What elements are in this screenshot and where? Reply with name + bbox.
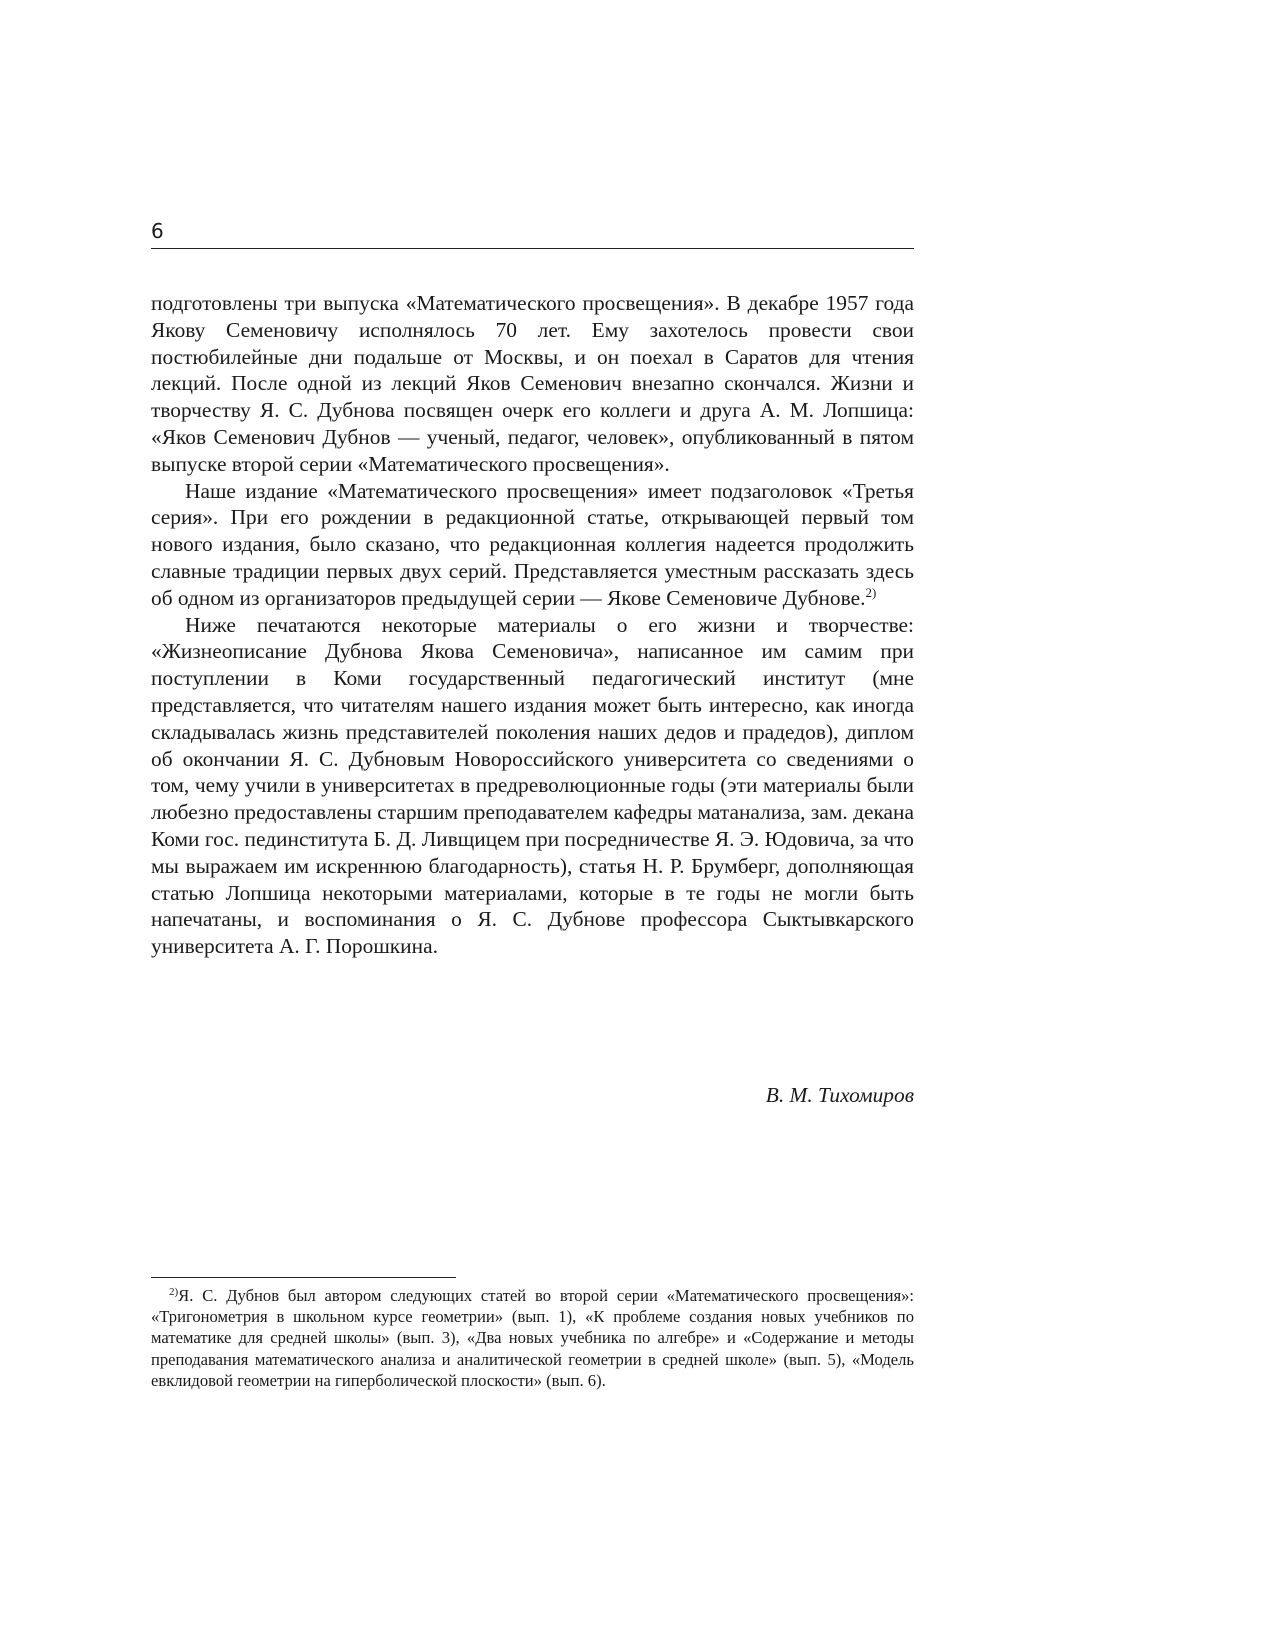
paragraph-2-text: Наше издание «Математического просвещения» имеет подзаголовок «Третья серия». При его рождении в редакционной статье, открывающей первый том нового издания, было сказано, что редакционная коллегия надеется продолжить славные традиции первых двух серий. Представляется уместным рассказать здесь об одном из организаторов предыдущей серии — Якове Семеновиче Дубнове.: [151, 478, 914, 610]
page-number: 6: [151, 219, 164, 243]
paragraph-1: подготовлены три выпуска «Математического просвещения». В декабре 1957 года Якову Семеновичу исполнялось 70 лет. Ему захотелось провести свои постюбилейные дни подальше от Москвы, и он поехал в Саратов для чтения лекций. После одной из лекций Яков Семенович внезапно скончался. Жизни и творчеству Я. С. Дубнова посвящен очерк его коллеги и друга А. М. Лопшица: «Яков Семенович Дубнов — ученый, педагог, человек», опубликованный в пятом выпуске второй серии «Математического просвещения».: [151, 291, 914, 476]
footnote-text: Я. С. Дубнов был автором следующих статей во второй серии «Математического просвещения»: «Тригонометрия в школьном курсе геометрии» (вып. 1), «К проблеме создания новых учебников по математике для средней школы» (вып. 3), «Два новых учебника по алгебре» и «Содержание и методы преподавания математического анализа и аналитической геометрии в средней школе» (вып. 5), «Модель евклидовой геометрии на гиперболической плоскости» (вып. 6).: [151, 1286, 914, 1390]
running-header: [151, 218, 914, 249]
footnote-reference: 2): [865, 584, 877, 600]
footnote-marker: 2): [169, 1286, 179, 1298]
paragraph-3: Ниже печатаются некоторые материалы о его жизни и творчестве: «Жизнеописание Дубнова Якова Семеновича», написанное им самим при поступлении в Коми государственный педагогический институт (мне представляется, что читателям нашего издания может быть интересно, как иногда складывалась жизнь представителей поколения наших дедов и прадедов), диплом об окончании Я. С. Дубновым Новороссийского университета со сведениями о том, чему учили в университетах в предреволюционные годы (эти материалы были любезно предоставлены старшим преподавателем кафедры матанализа, зам. декана Коми гос. пединститута Б. Д. Ливщицем при посредничестве Я. Э. Юдовича, за что мы выражаем им искреннюю благодарность), статья Н. Р. Брумберг, дополняющая статью Лопшица некоторыми материалами, которые в те годы не могли быть напечатаны, и воспоминания о Я. С. Дубнове профессора Сыктывкарского университета А. Г. Порошкина.: [151, 612, 914, 959]
footnote: [151, 1285, 914, 1391]
author-signature: В. М. Тихомиров: [765, 1083, 914, 1107]
paragraph-2: [151, 478, 914, 612]
main-text: [151, 290, 914, 960]
footnote-divider: [151, 1277, 456, 1278]
